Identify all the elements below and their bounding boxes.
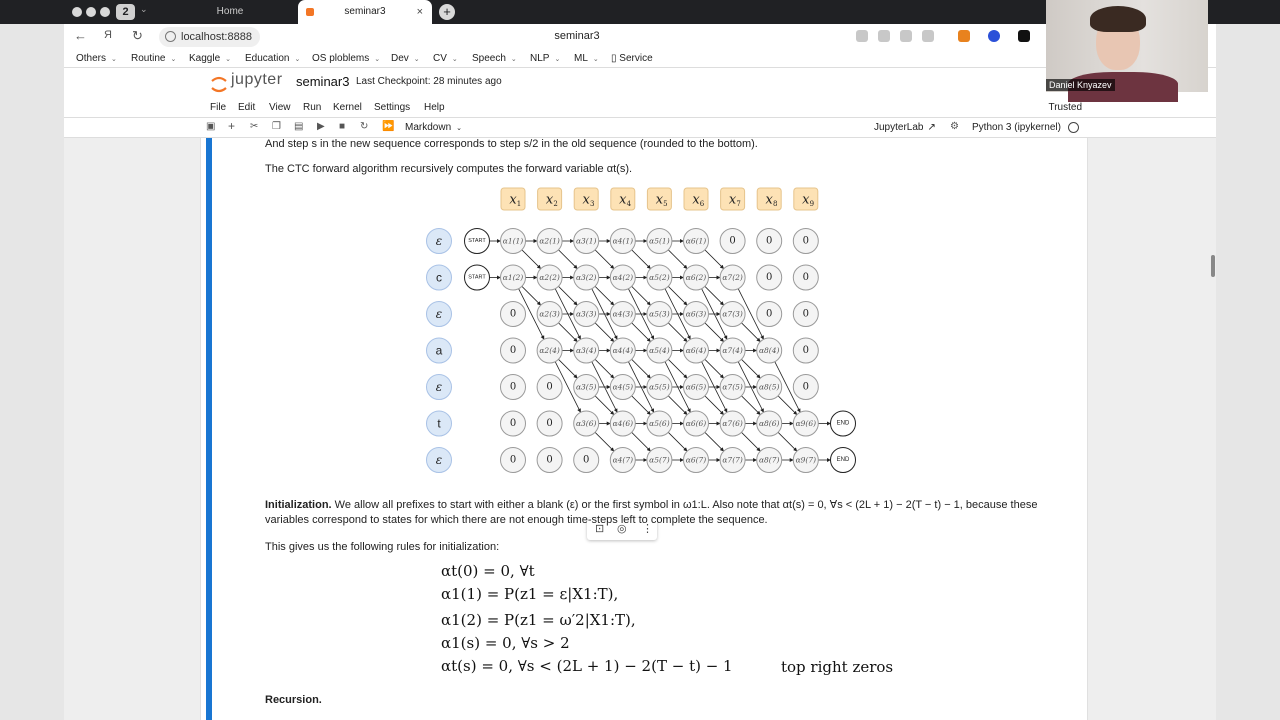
notebook-toolbar [64, 118, 1216, 138]
trellis-node-label: α7(7) [722, 455, 743, 465]
yandex-icon[interactable]: Я [104, 29, 112, 41]
transition-arrow [778, 396, 797, 415]
run-icon[interactable]: ▶ [317, 121, 325, 132]
trellis-node-label: α5(3) [649, 309, 670, 319]
trellis-node-label: α4(3) [612, 309, 634, 319]
trellis-node-label: α8(5) [758, 382, 780, 392]
bookmark-folder-cv[interactable]: CV ⌄ [433, 53, 458, 64]
transition-arrow [705, 396, 724, 415]
minimize-window-button[interactable] [86, 7, 96, 17]
jupyter-notebook [64, 68, 1216, 720]
trellis-node-zero: 0 [509, 381, 517, 393]
trellis-node-label: α6(4) [685, 346, 707, 355]
reload-icon[interactable]: ↻ [132, 28, 143, 43]
state-label: ε [435, 453, 443, 467]
state-label: ε [435, 307, 443, 321]
time-step-subscript: 6 [699, 200, 705, 208]
address-bar [64, 24, 1216, 50]
document-icon: ▯ [611, 53, 620, 64]
trellis-node-label: α4(6) [612, 419, 634, 428]
transition-arrow [705, 359, 724, 378]
trellis-node-zero: 0 [766, 308, 773, 320]
state-label: c [436, 270, 442, 285]
trellis-node-label: α2(2) [539, 273, 560, 282]
menu-bar [64, 98, 1216, 118]
trellis-node-label: α5(2) [649, 273, 670, 282]
fast-forward-icon[interactable]: ⏩ [382, 121, 395, 132]
init-paragraph-line1: Initialization. We allow all prefixes to start with either a blank (ε) or the first symbol in ω1:L. Also note that αt(s) = 0, ∀s < (2L + 1) − 2(T − t) − 1, because these [265, 499, 1038, 511]
trellis-node-label: α3(1) [575, 236, 597, 246]
time-step-subscript: 3 [589, 200, 595, 208]
transition-arrow [632, 286, 651, 305]
transition-arrow [705, 323, 724, 342]
trellis-node-label: α3(3) [575, 309, 597, 319]
trellis-node-zero: 0 [802, 272, 809, 283]
end-node-label: END [836, 420, 850, 427]
transition-arrow [558, 359, 577, 378]
transition-arrow [632, 250, 651, 269]
time-step-label: x [655, 192, 664, 208]
time-step-subscript: 1 [516, 200, 522, 208]
bookmark-icon[interactable] [922, 30, 934, 42]
menu-help[interactable]: Help [424, 102, 445, 113]
transition-arrow [741, 323, 760, 342]
transition-arrow [595, 359, 614, 378]
trellis-node-zero: 0 [546, 418, 553, 429]
trellis-node-zero: 0 [802, 381, 809, 393]
transition-arrow [705, 432, 724, 451]
trusted-badge[interactable]: Trusted [1048, 102, 1082, 113]
transition-arrow [595, 396, 614, 415]
camera-icon[interactable]: ◎ [617, 523, 627, 535]
time-step-label: x [802, 192, 810, 208]
stop-icon[interactable]: ■ [339, 121, 346, 132]
webcam-overlay [1046, 0, 1208, 92]
equation-line: α1(2) = P(z1 = ω′2|X1:T), [441, 611, 636, 629]
trellis-node-label: α6(1) [685, 236, 707, 246]
tab-home[interactable] [160, 0, 300, 24]
trellis-node-zero: 0 [509, 308, 517, 320]
notion-icon[interactable] [1018, 30, 1030, 42]
trellis-node-zero: 0 [802, 345, 809, 356]
bookmark-service[interactable]: ▯ Service [611, 53, 653, 64]
trellis-node-label: α4(5) [612, 382, 634, 392]
bookmark-folder-kaggle[interactable]: Kaggle ⌄ [189, 53, 232, 64]
ctc-trellis-diagram [435, 188, 901, 478]
trellis-node-label: α7(4) [722, 346, 743, 355]
menu-view[interactable]: View [269, 102, 291, 113]
transition-arrow [668, 432, 687, 451]
transition-arrow [632, 323, 651, 342]
jupyter-logo-text[interactable]: jupyter [231, 71, 283, 88]
trellis-node-label: α2(4) [539, 346, 560, 355]
restart-icon[interactable]: ↻ [360, 121, 369, 132]
trellis-node-label: α8(6) [758, 419, 780, 428]
trellis-node-label: α7(6) [722, 419, 743, 428]
transition-arrow [668, 359, 687, 378]
transition-arrow [558, 286, 577, 305]
transition-arrow [668, 250, 687, 269]
transition-arrow [668, 323, 687, 342]
bookmark-folder-speech[interactable]: Speech ⌄ [472, 53, 517, 64]
search-icon[interactable] [900, 30, 912, 42]
equation-line: α1(s) = 0, ∀s > 2 [441, 634, 570, 652]
math-annotation: top right zeros [781, 658, 894, 676]
scrollbar-thumb[interactable] [1211, 255, 1215, 277]
time-step-subscript: 9 [809, 200, 815, 208]
trellis-node-zero: 0 [509, 345, 517, 356]
transition-arrow [558, 250, 577, 269]
state-label: ε [435, 234, 443, 248]
trellis-node-label: α7(3) [722, 309, 743, 319]
bookmark-folder-ml[interactable]: ML ⌄ [574, 53, 599, 64]
notebook-area[interactable] [64, 138, 1216, 720]
bookmark-folder-education[interactable]: Education ⌄ [245, 53, 301, 64]
bookmark-folder-os-problems[interactable]: OS ploblems ⌄ [312, 53, 381, 64]
transition-arrow [595, 432, 614, 451]
kernel-name[interactable]: Python 3 (ipykernel) [972, 122, 1061, 133]
recursion-heading: Recursion. [265, 694, 322, 706]
trellis-node-label: α5(7) [649, 455, 670, 465]
trellis-node-label: α8(7) [758, 455, 780, 465]
bookmark-folder-nlp[interactable]: NLP ⌄ [530, 53, 561, 64]
transition-arrow [558, 323, 577, 342]
url-field[interactable] [159, 27, 260, 47]
equation-line: αt(0) = 0, ∀t [441, 562, 535, 580]
transition-arrow [632, 396, 651, 415]
transition-arrow [522, 286, 541, 305]
transition-arrow [632, 432, 651, 451]
trellis-node-label: α9(7) [795, 455, 817, 465]
webcam-person-hair [1090, 6, 1146, 32]
trellis-node-zero: 0 [802, 235, 809, 247]
kernel-status-icon [1068, 122, 1079, 133]
transition-arrow [705, 250, 724, 269]
bookmark-icon[interactable]: ⊡ [595, 523, 605, 535]
active-cell-indicator[interactable] [206, 138, 212, 720]
time-step-label: x [509, 192, 517, 208]
metamask-icon[interactable] [958, 30, 970, 42]
chevron-down-icon: ⌄ [456, 125, 463, 132]
open-jupyterlab-link[interactable]: JupyterLab ↗ [874, 122, 936, 133]
transition-arrow [778, 432, 797, 451]
state-label: ε [435, 380, 443, 394]
transition-arrow [595, 286, 614, 305]
reader-icon[interactable] [878, 30, 890, 42]
trellis-node-label: α6(5) [685, 382, 707, 392]
bookmark-folder-others[interactable]: Others ⌄ [76, 53, 117, 64]
close-icon[interactable]: × [416, 6, 423, 18]
trellis-node-label: α3(4) [575, 346, 597, 355]
menu-run[interactable]: Run [303, 102, 322, 113]
trellis-node-label: α5(4) [649, 346, 670, 355]
transition-arrow [595, 323, 614, 342]
bookmark-folder-dev[interactable]: Dev ⌄ [391, 53, 420, 64]
menu-kernel[interactable]: Kernel [333, 102, 362, 113]
trellis-node-label: α4(4) [612, 346, 634, 355]
trellis-node-zero: 0 [766, 272, 773, 283]
time-step-label: x [765, 192, 773, 208]
bookmarks-bar [64, 50, 1216, 68]
trellis-node-label: α8(4) [758, 346, 780, 355]
trellis-node-label: α3(2) [575, 273, 597, 282]
window-title: seminar3 [554, 30, 600, 42]
menu-file[interactable]: File [210, 102, 227, 113]
maximize-window-button[interactable] [100, 7, 110, 17]
rules-intro: This gives us the following rules for initialization: [265, 541, 500, 553]
transition-arrow [741, 359, 760, 378]
trellis-node-zero: 0 [729, 235, 736, 247]
trellis-node-label: α5(6) [649, 419, 670, 428]
chevron-down-icon[interactable]: ⌄ [140, 4, 148, 14]
transition-arrow [741, 396, 760, 415]
trellis-node-label: α6(7) [685, 455, 707, 465]
state-label: t [437, 416, 441, 431]
trellis-node-label: α2(3) [539, 309, 560, 319]
trellis-node-label: α3(6) [575, 419, 597, 428]
trellis-node-zero: 0 [766, 235, 773, 247]
state-label: a [435, 343, 443, 358]
gear-icon[interactable]: ⚙ [950, 121, 959, 132]
cell-type-select[interactable]: Markdown ⌄ [405, 122, 463, 133]
trellis-node-label: α4(2) [612, 273, 634, 282]
jupyter-header [64, 68, 1216, 98]
transition-arrow [522, 250, 541, 269]
time-step-label: x [728, 192, 737, 208]
markdown-cell[interactable] [200, 138, 1088, 720]
back-arrow-icon[interactable]: ← [74, 28, 87, 43]
equation-line: α1(1) = P(z1 = ε|X1:T), [441, 585, 619, 603]
time-step-subscript: 8 [772, 200, 778, 208]
trellis-node-label: α6(3) [685, 309, 707, 319]
transition-arrow [668, 396, 687, 415]
trellis-node-label: α4(7) [612, 455, 634, 465]
equation-line: αt(s) = 0, ∀s < (2L + 1) − 2(T − t) − 1 [441, 657, 733, 675]
more-options-icon[interactable]: ⋮ [642, 523, 653, 535]
trellis-node-label: α5(5) [649, 382, 670, 392]
init-bold: Initialization. [265, 499, 332, 511]
copy-icon[interactable]: ❐ [272, 121, 281, 132]
add-cell-icon[interactable]: + [228, 119, 236, 133]
transition-arrow [741, 432, 760, 451]
trellis-node-label: α3(5) [575, 382, 597, 392]
time-step-subscript: 5 [663, 200, 668, 208]
end-node-label: END [836, 457, 850, 463]
trellis-node-label: α7(2) [722, 273, 743, 282]
trellis-node-zero: 0 [509, 418, 517, 429]
menu-edit[interactable]: Edit [238, 102, 256, 113]
trellis-node-label: α1(1) [502, 236, 524, 246]
new-tab-button[interactable]: + [439, 4, 455, 20]
save-icon[interactable]: ▣ [206, 121, 216, 132]
text-line-ctc: The CTC forward algorithm recursively computes the forward variable αt(s). [265, 163, 633, 175]
time-step-subscript: 2 [553, 200, 558, 208]
start-node-label: START [468, 238, 486, 244]
trellis-node-label: α2(1) [539, 236, 560, 246]
trellis-node-label: α7(5) [722, 382, 743, 392]
trellis-node-zero: 0 [509, 454, 517, 466]
time-step-subscript: 4 [626, 200, 632, 208]
tab-count-badge[interactable]: 2 [116, 4, 135, 20]
trellis-node-label: α6(6) [685, 419, 707, 428]
transition-arrow [705, 286, 724, 305]
text-line-step: And step s in the new sequence corresponds to step s/2 in the old sequence (rounded to the bottom). [265, 138, 758, 150]
tab-home-label: Home [216, 6, 244, 17]
trellis-node-label: α5(1) [649, 236, 670, 246]
trellis-node-zero: 0 [583, 454, 590, 466]
extension-circle-icon[interactable] [988, 30, 1000, 42]
webcam-name-label: Daniel Knyazev [1046, 79, 1115, 91]
checkpoint-status: Last Checkpoint: 28 minutes ago [356, 76, 502, 87]
close-window-button[interactable] [72, 7, 82, 17]
time-step-subscript: 7 [736, 200, 741, 208]
paste-icon[interactable]: ▤ [294, 121, 304, 132]
site-info-icon[interactable] [165, 31, 176, 42]
menu-settings[interactable]: Settings [374, 102, 411, 113]
external-link-icon: ↗ [927, 122, 936, 133]
extension-icon[interactable] [856, 30, 868, 42]
bookmark-folder-routine[interactable]: Routine ⌄ [131, 53, 177, 64]
trellis-node-zero: 0 [802, 308, 809, 320]
transition-arrow [668, 286, 687, 305]
trellis-node-zero: 0 [546, 454, 553, 466]
trellis-node-label: α9(6) [795, 419, 817, 428]
tab-seminar3[interactable] [298, 0, 432, 24]
transition-arrow [632, 359, 651, 378]
start-node-label: START [468, 274, 486, 281]
trellis-node-label: α1(2) [502, 273, 524, 282]
trellis-node-label: α6(2) [685, 273, 707, 282]
time-step-label: x [582, 192, 590, 208]
time-step-label: x [692, 192, 700, 208]
tab-seminar3-label: seminar3 [344, 6, 386, 17]
time-step-label: x [619, 192, 627, 208]
url-text: localhost:8888 [181, 31, 252, 43]
time-step-label: x [545, 192, 554, 208]
notebook-title[interactable]: seminar3 [296, 74, 350, 89]
cut-icon[interactable]: ✂ [250, 121, 259, 132]
trellis-node-label: α4(1) [612, 236, 634, 246]
transition-arrow [595, 250, 614, 269]
trellis-node-zero: 0 [546, 381, 553, 393]
jupyter-logo-icon [210, 73, 228, 95]
init-paragraph-line2: variables correspond to states for which there are not enough time-steps left to complete the sequence. [265, 514, 768, 526]
